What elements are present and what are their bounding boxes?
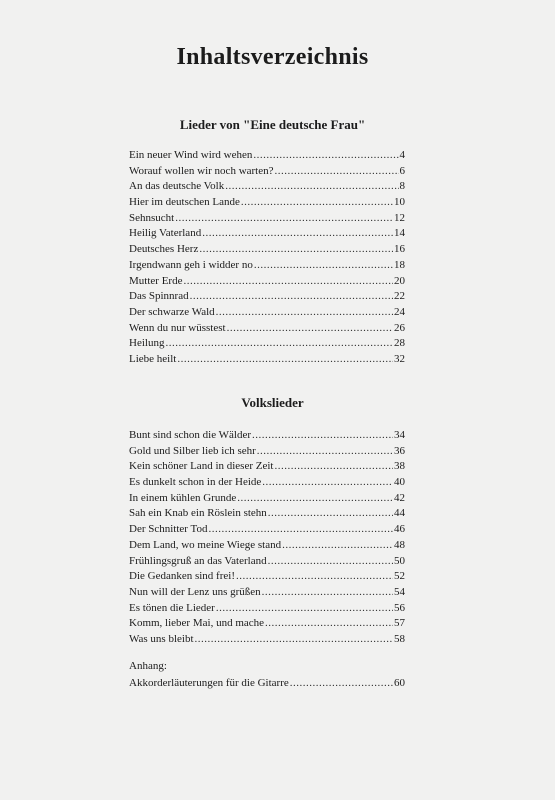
- toc-entry-title: Hier im deutschen Lande: [129, 196, 240, 209]
- toc-entry-title: Kein schöner Land in dieser Zeit: [129, 460, 274, 473]
- toc-entry[interactable]: [129, 522, 405, 538]
- toc-entry-title: Der Schnitter Tod: [129, 523, 208, 536]
- toc-leader-dots: [227, 321, 393, 337]
- toc-list-appendix: [129, 676, 405, 692]
- toc-entry-page: 14: [394, 227, 405, 240]
- toc-entry-page: 12: [394, 211, 405, 224]
- toc-entry-title: Worauf wollen wir noch warten?: [129, 164, 274, 177]
- toc-leader-dots: [199, 242, 393, 258]
- toc-entry-title: Akkorderläuterungen für die Gitarre: [129, 677, 289, 689]
- toc-entry-title: Heilung: [129, 337, 165, 350]
- toc-entry-page: 32: [394, 352, 405, 365]
- toc-entry-page: 52: [394, 570, 405, 583]
- toc-entry-title: Liebe heilt: [129, 352, 177, 365]
- toc-leader-dots: [268, 554, 393, 570]
- toc-entry-page: 4: [399, 149, 405, 161]
- toc-leader-dots: [165, 336, 393, 352]
- toc-entry[interactable]: [129, 475, 405, 491]
- toc-entry[interactable]: [129, 211, 405, 227]
- toc-entry[interactable]: [129, 258, 405, 274]
- toc-entry-page: 20: [394, 274, 405, 287]
- toc-entry-title: Ein neuer Wind wird wehen: [129, 149, 253, 161]
- toc-entry-page: 6: [399, 164, 405, 177]
- toc-leader-dots: [183, 274, 393, 290]
- toc-entry-page: 34: [394, 429, 405, 441]
- toc-entry-title: Mutter Erde: [129, 274, 183, 287]
- toc-entry[interactable]: [129, 352, 405, 368]
- toc-entry[interactable]: [129, 179, 405, 195]
- toc-entry[interactable]: [129, 195, 405, 211]
- toc-leader-dots: [208, 522, 393, 538]
- toc-entry-title: Heilig Vaterland: [129, 227, 202, 240]
- toc-leader-dots: [268, 506, 393, 522]
- toc-leader-dots: [216, 601, 393, 617]
- toc-entry-page: 46: [394, 523, 405, 536]
- toc-entry[interactable]: [129, 585, 405, 601]
- toc-leader-dots: [262, 585, 393, 601]
- toc-entry-title: Es dunkelt schon in der Heide: [129, 476, 262, 489]
- toc-entry[interactable]: [129, 459, 405, 475]
- toc-entry-title: In einem kühlen Grunde: [129, 491, 237, 504]
- toc-leader-dots: [241, 195, 393, 211]
- toc-entry-title: Das Spinnrad: [129, 290, 189, 303]
- toc-leader-dots: [274, 459, 393, 475]
- toc-entry-page: 57: [394, 617, 405, 630]
- toc-entry-page: 44: [394, 507, 405, 520]
- toc-leader-dots: [237, 491, 393, 507]
- toc-list-volkslieder: [129, 428, 405, 648]
- toc-leader-dots: [195, 632, 394, 648]
- toc-entry-page: 56: [394, 601, 405, 614]
- toc-entry-page: 24: [394, 305, 405, 318]
- section-heading-volkslieder: Volkslieder: [241, 395, 304, 410]
- toc-entry-title: Sah ein Knab ein Röslein stehn: [129, 507, 267, 520]
- toc-entry-page: 42: [394, 491, 405, 504]
- toc-entry-title: Komm, lieber Mai, und mache: [129, 617, 265, 630]
- toc-leader-dots: [290, 676, 393, 692]
- toc-entry[interactable]: [129, 164, 405, 180]
- toc-entry[interactable]: [129, 242, 405, 258]
- section-heading-lieder: Lieder von "Eine deutsche Frau": [179, 117, 366, 132]
- toc-entry[interactable]: [129, 444, 405, 460]
- toc-entry-page: 38: [394, 460, 405, 473]
- toc-entry-title: Dem Land, wo meine Wiege stand: [129, 538, 282, 551]
- toc-entry-title: Sehnsucht: [129, 211, 175, 224]
- toc-leader-dots: [253, 148, 398, 164]
- toc-entry-title: Gold und Silber lieb ich sehr: [129, 444, 256, 457]
- toc-entry[interactable]: [129, 148, 405, 164]
- toc-leader-dots: [177, 352, 393, 368]
- toc-list-lieder: [129, 148, 405, 368]
- toc-entry-title: Deutsches Herz: [129, 243, 199, 256]
- toc-entry-title: Es tönen die Lieder: [129, 601, 215, 614]
- toc-entry-title: Nun will der Lenz uns grüßen: [129, 585, 261, 598]
- page-title: Inhaltsverzeichnis: [176, 44, 369, 70]
- toc-entry[interactable]: [129, 506, 405, 522]
- toc-entry-title: Wenn du nur wüsstest: [129, 321, 226, 334]
- toc-leader-dots: [265, 616, 393, 632]
- toc-leader-dots: [225, 179, 398, 195]
- toc-entry-title: Der schwarze Wald: [129, 305, 215, 318]
- toc-entry[interactable]: [129, 321, 405, 337]
- toc-entry-title: An das deutsche Volk: [129, 180, 225, 193]
- toc-entry-title: Bunt sind schon die Wälder: [129, 429, 251, 441]
- toc-entry-page: 10: [394, 196, 405, 209]
- toc-leader-dots: [175, 211, 393, 227]
- toc-entry-page: 28: [394, 337, 405, 350]
- toc-entry-page: 40: [394, 476, 405, 489]
- toc-entry[interactable]: [129, 336, 405, 352]
- toc-entry[interactable]: [129, 601, 405, 617]
- toc-entry-page: 54: [394, 585, 405, 598]
- toc-leader-dots: [236, 569, 393, 585]
- toc-leader-dots: [262, 475, 393, 491]
- toc-entry-page: 48: [394, 538, 405, 551]
- toc-leader-dots: [190, 289, 393, 305]
- toc-leader-dots: [252, 428, 393, 444]
- toc-leader-dots: [257, 444, 393, 460]
- toc-entry-page: 18: [394, 258, 405, 271]
- toc-entry-page: 58: [394, 632, 405, 645]
- toc-entry[interactable]: [129, 632, 405, 648]
- toc-entry-title: Was uns bleibt: [129, 632, 194, 645]
- toc-leader-dots: [254, 258, 393, 274]
- toc-leader-dots: [282, 538, 393, 554]
- toc-entry[interactable]: [129, 554, 405, 570]
- toc-entry[interactable]: [129, 569, 405, 585]
- toc-entry[interactable]: [129, 226, 405, 242]
- toc-entry[interactable]: [129, 491, 405, 507]
- toc-entry-page: 60: [394, 677, 405, 689]
- toc-entry-page: 22: [394, 290, 405, 303]
- toc-entry[interactable]: [129, 676, 405, 692]
- toc-leader-dots: [216, 305, 393, 321]
- toc-entry[interactable]: [129, 538, 405, 554]
- toc-entry-page: 16: [394, 243, 405, 256]
- toc-entry-title: Frühlingsgruß an das Vaterland: [129, 554, 267, 567]
- toc-entry-page: 50: [394, 554, 405, 567]
- toc-leader-dots: [275, 164, 399, 180]
- toc-entry-page: 26: [394, 321, 405, 334]
- toc-entry-page: 8: [399, 180, 405, 193]
- toc-entry[interactable]: [129, 305, 405, 321]
- toc-entry[interactable]: [129, 616, 405, 632]
- toc-entry[interactable]: [129, 289, 405, 305]
- toc-entry-page: 36: [394, 444, 405, 457]
- toc-entry[interactable]: [129, 428, 405, 444]
- appendix-label: Anhang:: [129, 660, 167, 672]
- toc-entry[interactable]: [129, 274, 405, 290]
- toc-entry-title: Irgendwann geh i widder no: [129, 258, 253, 271]
- toc-leader-dots: [202, 226, 393, 242]
- toc-entry-title: Die Gedanken sind frei!: [129, 570, 235, 583]
